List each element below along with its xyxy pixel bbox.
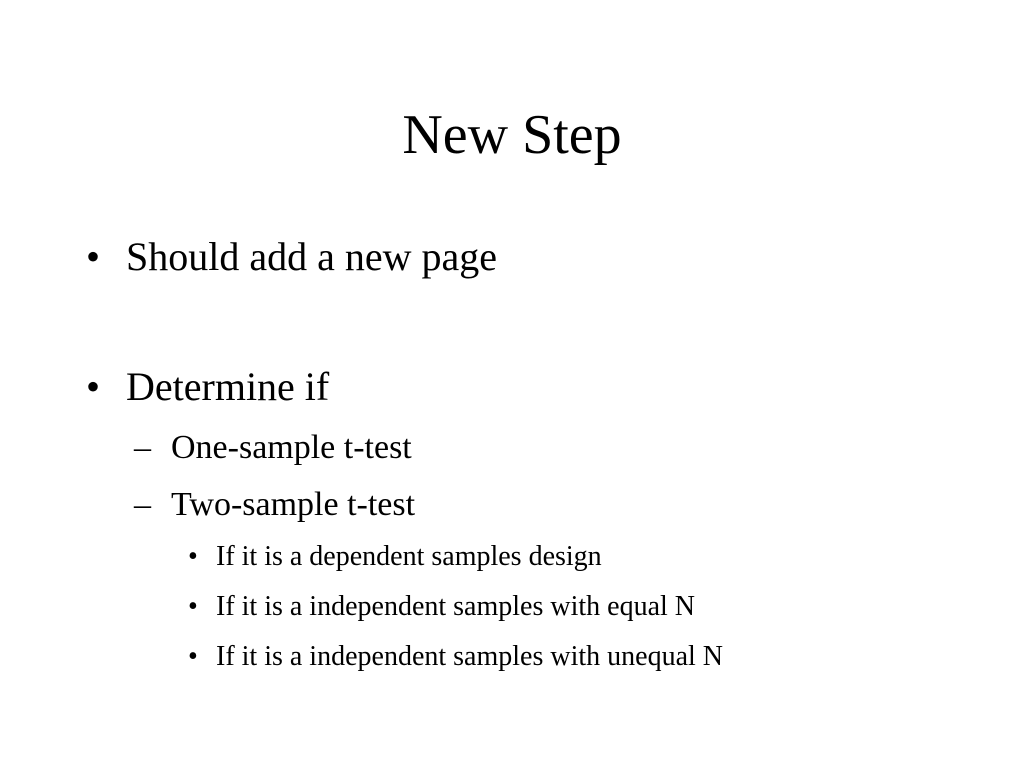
bullet-marker: • xyxy=(188,591,198,622)
slide-title: New Step xyxy=(402,104,622,166)
sub-sub-bullet-text: If it is a independent samples with unequal N xyxy=(216,641,723,672)
bullet-marker: • xyxy=(188,541,198,572)
bullet-marker: • xyxy=(188,641,198,672)
bullet-text: Determine if xyxy=(126,364,330,409)
sub-bullet-text: Two-sample t-test xyxy=(171,486,416,523)
sub-bullet-text: One-sample t-test xyxy=(171,429,412,466)
bullet-marker: • xyxy=(86,364,101,409)
sub-sub-bullet-text: If it is a independent samples with equal N xyxy=(216,591,695,622)
bullet-text: Should add a new page xyxy=(126,234,498,279)
dash-marker: – xyxy=(134,429,151,466)
dash-marker: – xyxy=(134,486,151,523)
sub-sub-bullet-text: If it is a dependent samples design xyxy=(216,541,602,572)
bullet-marker: • xyxy=(86,234,101,279)
